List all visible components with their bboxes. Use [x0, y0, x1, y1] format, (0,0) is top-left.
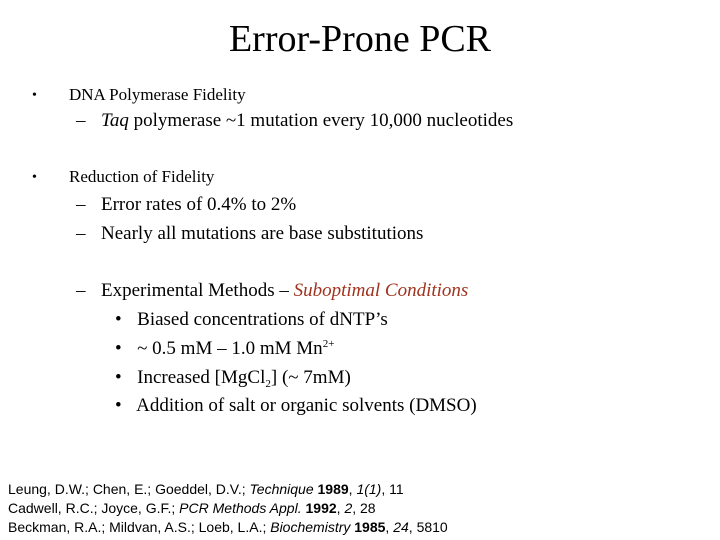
- bullet-reduction-of-fidelity: Reduction of Fidelity: [69, 167, 215, 186]
- reference-pages: 5810: [416, 519, 448, 535]
- reference-year: 1985: [354, 519, 386, 535]
- reference: Leung, D.W.; Chen, E.; Goeddel, D.V.; Technique 1989, 1(1), 11: [8, 481, 404, 497]
- error-rates-text: Error rates of 0.4% to 2%: [101, 194, 297, 215]
- dash-marker: –: [76, 110, 86, 131]
- condition-item: [115, 367, 351, 389]
- condition-item: [115, 309, 388, 331]
- reference-authors: Beckman, R.A.; Mildvan, A.S.; Loeb, L.A.;: [8, 519, 271, 535]
- reference-volume: 24: [393, 519, 409, 535]
- reference-journal: Biochemistry: [270, 519, 351, 535]
- sub-bullet-experimental-methods: [76, 280, 468, 302]
- base-substitutions-text: Nearly all mutations are base substitutions: [101, 223, 424, 244]
- dash-marker: –: [76, 280, 86, 301]
- taq-italic: Taq: [101, 110, 129, 131]
- reference-volume: 2: [344, 500, 353, 516]
- experimental-methods-text: Experimental Methods –: [101, 280, 294, 301]
- sub-bullet-error-rates: [76, 194, 296, 216]
- taq-rest: polymerase ~1 mutation every 10,000 nucleotides: [128, 110, 514, 131]
- reference-authors: Cadwell, R.C.; Joyce, G.F.;: [8, 500, 180, 516]
- dash-marker: –: [76, 194, 86, 215]
- subscript: 2: [265, 378, 271, 390]
- suboptimal-conditions-highlight: Suboptimal Conditions: [293, 280, 469, 301]
- condition-text: Increased [MgCl: [137, 367, 266, 388]
- reference-pages: 28: [360, 500, 376, 516]
- bullet-marker: •: [115, 395, 122, 416]
- bullet-marker: •: [115, 367, 122, 388]
- reference: Cadwell, R.C.; Joyce, G.F.; PCR Methods Appl. 1992, 2, 28: [8, 500, 376, 516]
- condition-item: [115, 395, 477, 417]
- condition-text: Addition of salt or organic solvents (DMSO): [136, 395, 477, 416]
- bullet-marker: •: [32, 88, 37, 103]
- reference: Beckman, R.A.; Mildvan, A.S.; Loeb, L.A.; Biochemistry 1985, 24, 5810: [8, 519, 448, 535]
- condition-item: [115, 338, 334, 360]
- reference-authors: Leung, D.W.; Chen, E.; Goeddel, D.V.;: [8, 481, 250, 497]
- sub-bullet-taq: [76, 110, 513, 132]
- reference-year: 1989: [317, 481, 349, 497]
- dash-marker: –: [76, 223, 86, 244]
- reference-pages: 11: [389, 481, 404, 497]
- condition-tail: ] (~ 7mM): [270, 367, 351, 388]
- condition-text: ~ 0.5 mM – 1.0 mM Mn: [137, 338, 323, 359]
- reference-journal: Technique: [249, 481, 314, 497]
- superscript: 2+: [322, 338, 335, 350]
- slide-title: Error-Prone PCR: [228, 18, 492, 60]
- sub-bullet-base-substitutions: [76, 223, 423, 245]
- bullet-marker: •: [115, 338, 122, 359]
- bullet-marker: •: [32, 170, 37, 185]
- reference-journal: PCR Methods Appl.: [179, 500, 302, 516]
- condition-text: Biased concentrations of dNTP’s: [137, 309, 388, 330]
- reference-volume: 1(1): [356, 481, 382, 497]
- reference-year: 1992: [305, 500, 337, 516]
- bullet-marker: •: [115, 309, 122, 330]
- bullet-dna-polymerase-fidelity: DNA Polymerase Fidelity: [69, 85, 246, 104]
